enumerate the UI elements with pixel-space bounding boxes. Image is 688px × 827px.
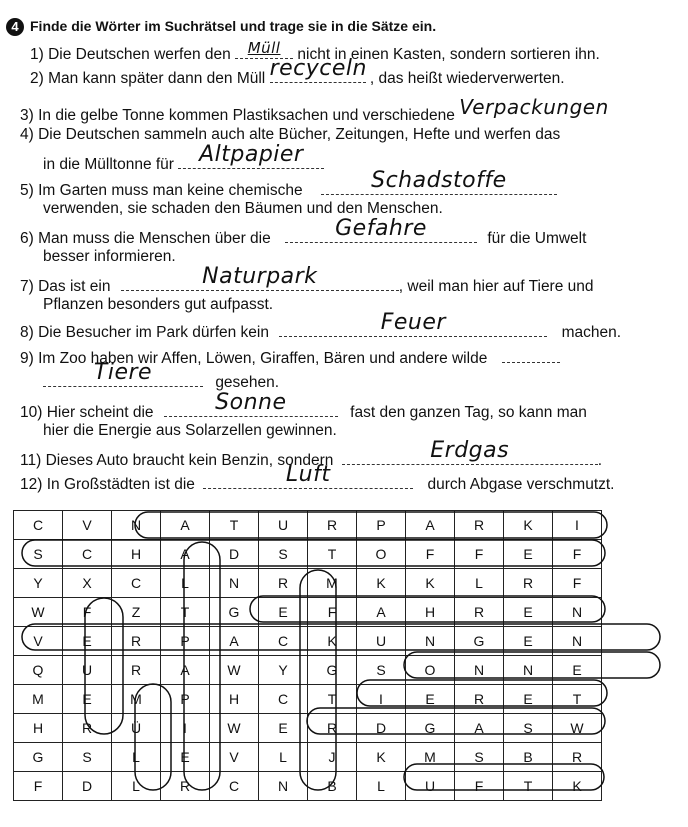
grid-cell: W bbox=[210, 656, 259, 685]
grid-cell: C bbox=[259, 627, 308, 656]
grid-cell: N bbox=[210, 569, 259, 598]
grid-cell: S bbox=[259, 540, 308, 569]
grid-cell: N bbox=[455, 656, 504, 685]
sentence-11: 11) Dieses Auto braucht kein Benzin, sondern Erdgas . bbox=[20, 438, 602, 469]
grid-cell: B bbox=[308, 772, 357, 801]
grid-cell: P bbox=[161, 627, 210, 656]
grid-cell: U bbox=[259, 511, 308, 540]
answer-7: Naturpark bbox=[202, 264, 318, 289]
answer-9: Tiere bbox=[93, 360, 153, 385]
grid-cell: R bbox=[308, 511, 357, 540]
grid-cell: R bbox=[455, 685, 504, 714]
grid-cell: E bbox=[553, 656, 602, 685]
grid-cell: D bbox=[210, 540, 259, 569]
grid-row bbox=[14, 685, 602, 714]
sentence-10: 10) Hier scheint die Sonne fast den ganzen Tag, so kann man bbox=[20, 390, 587, 421]
grid-cell: N bbox=[259, 772, 308, 801]
sentence-5-line2: verwenden, sie schaden den Bäumen und den Menschen. bbox=[43, 200, 443, 217]
grid-cell: U bbox=[357, 627, 406, 656]
grid-cell: S bbox=[63, 743, 112, 772]
grid-cell: T bbox=[161, 598, 210, 627]
answer-8: Feuer bbox=[380, 310, 446, 335]
grid-cell: O bbox=[357, 540, 406, 569]
grid-cell: E bbox=[259, 714, 308, 743]
grid-cell: H bbox=[406, 598, 455, 627]
grid-cell: T bbox=[553, 685, 602, 714]
sentence-4-line2: in die Mülltonne für Altpapier bbox=[43, 152, 324, 174]
grid-cell: V bbox=[210, 743, 259, 772]
grid-cell: G bbox=[455, 627, 504, 656]
grid-cell: E bbox=[161, 743, 210, 772]
grid-cell: M bbox=[112, 685, 161, 714]
grid-cell: T bbox=[210, 511, 259, 540]
sentence-5: 5) Im Garten muss man keine chemische Schadstoffe bbox=[20, 178, 557, 200]
grid-cell: K bbox=[504, 511, 553, 540]
grid-cell: F bbox=[553, 540, 602, 569]
grid-cell: M bbox=[14, 685, 63, 714]
grid-cell: A bbox=[357, 598, 406, 627]
grid-cell: K bbox=[406, 569, 455, 598]
grid-cell: L bbox=[259, 743, 308, 772]
grid-cell: S bbox=[455, 743, 504, 772]
grid-cell: E bbox=[63, 627, 112, 656]
grid-cell: W bbox=[14, 598, 63, 627]
sentence-6-line2: besser informieren. bbox=[43, 248, 176, 265]
sentence-10-line2: hier die Energie aus Solarzellen gewinnen. bbox=[43, 422, 337, 439]
grid-cell: D bbox=[63, 772, 112, 801]
sentence-9-line2: Tiere gesehen. bbox=[43, 370, 279, 392]
grid-cell: J bbox=[308, 743, 357, 772]
grid-row bbox=[14, 627, 602, 656]
grid-cell: F bbox=[455, 772, 504, 801]
sentence-7: 7) Das ist ein Naturpark , weil man hier auf Tiere und bbox=[20, 264, 594, 295]
grid-row bbox=[14, 511, 602, 540]
grid-cell: H bbox=[210, 685, 259, 714]
grid-cell: H bbox=[112, 540, 161, 569]
grid-cell: R bbox=[63, 714, 112, 743]
sentence-9: 9) Im Zoo haben wir Affen, Löwen, Giraffen, Bären und andere wilde bbox=[20, 346, 560, 368]
grid-cell: R bbox=[504, 569, 553, 598]
grid-cell: P bbox=[161, 685, 210, 714]
grid-cell: Ü bbox=[112, 714, 161, 743]
sentence-3: 3) In die gelbe Tonne kommen Plastiksachen und verschiedene Verpackungen bbox=[20, 95, 609, 124]
sentence-6: 6) Man muss die Menschen über die Gefahre für die Umwelt bbox=[20, 216, 587, 247]
grid-cell: Y bbox=[259, 656, 308, 685]
task-title: Finde die Wörter im Suchrätsel und trage sie in die Sätze ein. bbox=[30, 18, 437, 34]
grid-cell: A bbox=[210, 627, 259, 656]
grid-cell: Z bbox=[112, 598, 161, 627]
grid-cell: E bbox=[504, 598, 553, 627]
grid-cell: A bbox=[161, 511, 210, 540]
grid-cell: A bbox=[161, 656, 210, 685]
grid-cell: M bbox=[406, 743, 455, 772]
grid-cell: R bbox=[455, 598, 504, 627]
answer-12: Luft bbox=[285, 462, 331, 487]
grid-cell: K bbox=[308, 627, 357, 656]
grid-cell: N bbox=[112, 511, 161, 540]
grid-cell: L bbox=[112, 743, 161, 772]
grid-cell: M bbox=[308, 569, 357, 598]
answer-6: Gefahre bbox=[335, 216, 427, 241]
grid-cell: I bbox=[553, 511, 602, 540]
grid-cell: Y bbox=[14, 569, 63, 598]
grid-cell: E bbox=[63, 685, 112, 714]
grid-cell: N bbox=[504, 656, 553, 685]
grid-cell: E bbox=[504, 685, 553, 714]
grid-cell: V bbox=[63, 511, 112, 540]
grid-cell: K bbox=[357, 743, 406, 772]
grid-cell: P bbox=[357, 511, 406, 540]
grid-cell: I bbox=[161, 714, 210, 743]
grid-cell: G bbox=[14, 743, 63, 772]
grid-cell: U bbox=[63, 656, 112, 685]
answer-5: Schadstoffe bbox=[371, 168, 507, 193]
grid-cell: U bbox=[406, 772, 455, 801]
answer-4: Altpapier bbox=[199, 142, 304, 167]
grid-cell: W bbox=[210, 714, 259, 743]
grid-cell: F bbox=[406, 540, 455, 569]
answer-1: Müll bbox=[247, 39, 281, 57]
answer-11: Erdgas bbox=[430, 438, 510, 463]
sentence-12: 12) In Großstädten ist die Luft durch Abgase verschmutzt. bbox=[20, 462, 615, 493]
grid-cell: C bbox=[14, 511, 63, 540]
answer-10: Sonne bbox=[215, 390, 287, 415]
grid-cell: O bbox=[406, 656, 455, 685]
grid-cell: K bbox=[553, 772, 602, 801]
grid-cell: W bbox=[553, 714, 602, 743]
grid-cell: C bbox=[210, 772, 259, 801]
grid-cell: D bbox=[357, 714, 406, 743]
grid-cell: S bbox=[504, 714, 553, 743]
grid-cell: N bbox=[553, 627, 602, 656]
task-number-badge: 4 bbox=[6, 18, 24, 36]
grid-cell: E bbox=[504, 540, 553, 569]
grid-row bbox=[14, 540, 602, 569]
grid-cell: L bbox=[455, 569, 504, 598]
grid-cell: F bbox=[308, 598, 357, 627]
grid-cell: A bbox=[406, 511, 455, 540]
grid-cell: L bbox=[357, 772, 406, 801]
grid-cell: S bbox=[357, 656, 406, 685]
grid-cell: X bbox=[63, 569, 112, 598]
grid-cell: I bbox=[357, 685, 406, 714]
grid-row bbox=[14, 569, 602, 598]
grid-cell: A bbox=[161, 540, 210, 569]
sentence-2: 2) Man kann später dann den Müll recyceln , das heißt wiederverwerten. bbox=[30, 56, 565, 87]
grid-cell: L bbox=[112, 772, 161, 801]
answer-2: recyceln bbox=[269, 56, 367, 81]
grid-cell: S bbox=[14, 540, 63, 569]
grid-cell: C bbox=[259, 685, 308, 714]
grid-cell: T bbox=[308, 540, 357, 569]
grid-cell: C bbox=[63, 540, 112, 569]
grid-cell: R bbox=[259, 569, 308, 598]
grid-cell: E bbox=[406, 685, 455, 714]
grid-cell: H bbox=[14, 714, 63, 743]
grid-cell: R bbox=[161, 772, 210, 801]
sentence-7-line2: Pflanzen besonders gut aufpasst. bbox=[43, 296, 274, 313]
grid-row bbox=[14, 772, 602, 801]
grid-cell: A bbox=[455, 714, 504, 743]
sentence-8: 8) Die Besucher im Park dürfen kein Feuer machen. bbox=[20, 310, 622, 341]
grid-row bbox=[14, 714, 602, 743]
grid-cell: R bbox=[308, 714, 357, 743]
grid-cell: R bbox=[112, 656, 161, 685]
grid-cell: V bbox=[14, 627, 63, 656]
grid-cell: G bbox=[308, 656, 357, 685]
grid-cell: Q bbox=[14, 656, 63, 685]
grid-cell: L bbox=[161, 569, 210, 598]
grid-cell: R bbox=[112, 627, 161, 656]
grid-cell: C bbox=[112, 569, 161, 598]
grid-cell: F bbox=[455, 540, 504, 569]
sentence-1: 1) Die Deutschen werfen den Müll nicht in einen Kasten, sondern sortieren ihn. bbox=[30, 39, 600, 63]
grid-cell: F bbox=[14, 772, 63, 801]
answer-3: Verpackungen bbox=[459, 95, 609, 119]
grid-row bbox=[14, 656, 602, 685]
grid-cell: G bbox=[210, 598, 259, 627]
grid-cell: N bbox=[553, 598, 602, 627]
sentence-4: 4) Die Deutschen sammeln auch alte Bücher, Zeitungen, Hefte und werfen das bbox=[20, 126, 561, 143]
grid-cell: E bbox=[504, 627, 553, 656]
grid-row bbox=[14, 598, 602, 627]
grid-cell: F bbox=[553, 569, 602, 598]
grid-cell: G bbox=[406, 714, 455, 743]
grid-cell: R bbox=[553, 743, 602, 772]
grid-cell: N bbox=[406, 627, 455, 656]
grid-row bbox=[14, 743, 602, 772]
word-search-grid bbox=[13, 510, 602, 801]
grid-cell: T bbox=[308, 685, 357, 714]
grid-cell: K bbox=[357, 569, 406, 598]
grid-cell: R bbox=[455, 511, 504, 540]
grid-cell: T bbox=[504, 772, 553, 801]
grid-cell: E bbox=[259, 598, 308, 627]
grid-cell: B bbox=[504, 743, 553, 772]
grid-cell: F bbox=[63, 598, 112, 627]
